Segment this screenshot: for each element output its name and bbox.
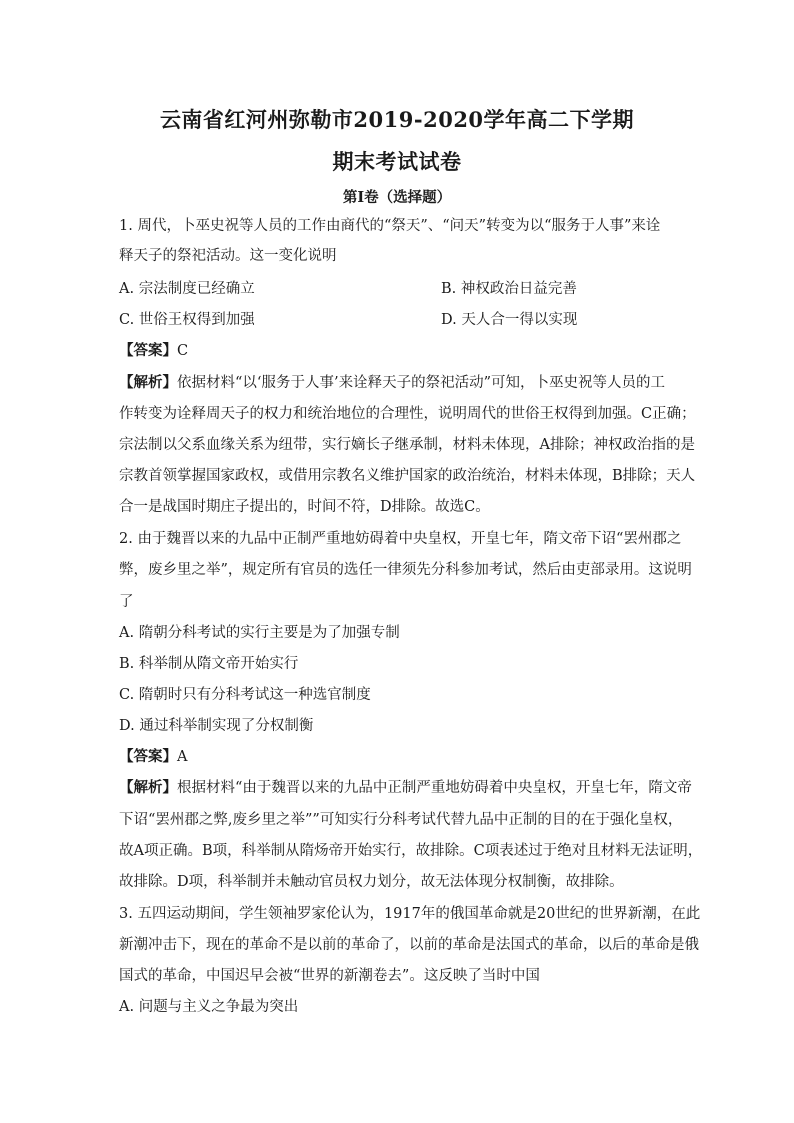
q3-stem-line3: 国式的革命，中国迟早会被“世界的新潮卷去”。这反映了当时中国 — [119, 968, 540, 984]
q2-option-a: A. 隋朝分科考试的实行主要是为了加强专制 — [119, 625, 400, 641]
q1-analysis-text: 依据材料“以‘服务于人事’来诠释天子的祭祀活动”可知，卜巫史祝等人员的工 — [177, 375, 666, 391]
q2-answer-label: 【答案】 — [119, 748, 177, 765]
q1-analysis-line1 — [119, 373, 665, 393]
q3-option-a: A. 问题与主义之争最为突出 — [119, 999, 299, 1015]
q2-stem-line3: 了 — [119, 594, 134, 610]
q1-analysis-line5: 合一是战国时期庄子提出的，时间不符，D排除。故选C。 — [119, 499, 490, 515]
q2-option-d: D. 通过科举制实现了分权制衡 — [119, 718, 314, 734]
q1-analysis-line4: 宗教首领掌握国家政权，或借用宗教名义维护国家的政治统治，材料未体现，B排除；天人 — [119, 468, 696, 484]
q2-option-b: B. 科举制从隋文帝开始实行 — [119, 656, 299, 672]
q2-answer-value: A — [177, 749, 188, 765]
q1-option-d: D. 天人合一得以实现 — [441, 312, 578, 328]
q2-answer — [119, 747, 187, 767]
q1-stem-line1: 1. 周代，卜巫史祝等人员的工作由商代的“祭天”、“问天”转变为以“服务于人事”来诠 — [119, 218, 661, 234]
q2-analysis-text: 根据材料“由于魏晋以来的九品中正制严重地妨碍着中央皇权，开皇七年，隋文帝 — [177, 780, 692, 796]
q2-stem-line2: 弊，废乡里之举”，规定所有官员的选任一律须先分科参加考试，然后由吏部录用。这说明 — [119, 562, 692, 578]
q2-analysis-line2: 下诏“罢州郡之弊,废乡里之举””可知实行分科考试代替九品中正制的目的在于强化皇权， — [119, 812, 683, 828]
q1-analysis-label: 【解析】 — [119, 374, 177, 391]
q3-stem-line2: 新潮冲击下，现在的革命不是以前的革命了，以前的革命是法国式的革命，以后的革命是俄 — [119, 937, 699, 953]
q1-option-a: A. 宗法制度已经确立 — [119, 281, 255, 297]
q1-analysis-line3: 宗法制以父系血缘关系为纽带，实行嫡长子继承制，材料未体现，A排除；神权政治指的是 — [119, 437, 695, 453]
section-heading: 第I卷（选择题） — [342, 189, 452, 206]
q1-analysis-line2: 作转变为诠释周天子的权力和统治地位的合理性，说明周代的世俗王权得到加强。C正确； — [119, 406, 696, 422]
q1-option-b: B. 神权政治日益完善 — [441, 281, 577, 297]
q3-stem-line1: 3. 五四运动期间，学生领袖罗家伦认为，1917年的俄国革命就是20世纪的世界新潮，在此 — [119, 906, 701, 922]
q2-analysis-line3: 故A项正确。B项，科举制从隋炀帝开始实行，故排除。C项表述过于绝对且材料无法证明， — [119, 843, 703, 859]
q2-analysis-label: 【解析】 — [119, 779, 177, 796]
document-title-line1: 云南省红河州弥勒市2019-2020学年高二下学期 — [159, 107, 635, 132]
q1-stem-line2: 释天子的祭祀活动。这一变化说明 — [119, 248, 337, 264]
q1-option-c: C. 世俗王权得到加强 — [119, 312, 255, 328]
q1-answer — [119, 341, 188, 361]
q2-analysis-line4: 故排除。D项，科举制并未触动官员权力划分，故无法体现分权制衡，故排除。 — [119, 874, 624, 890]
q2-option-c: C. 隋朝时只有分科考试这一种选官制度 — [119, 687, 371, 703]
q1-answer-value: C — [177, 343, 189, 359]
q2-stem-line1: 2. 由于魏晋以来的九品中正制严重地妨碍着中央皇权，开皇七年，隋文帝下诏“罢州郡之 — [119, 531, 682, 547]
q2-analysis-line1 — [119, 778, 692, 798]
document-title-line2: 期末考试试卷 — [332, 149, 462, 174]
q1-answer-label: 【答案】 — [119, 342, 177, 359]
